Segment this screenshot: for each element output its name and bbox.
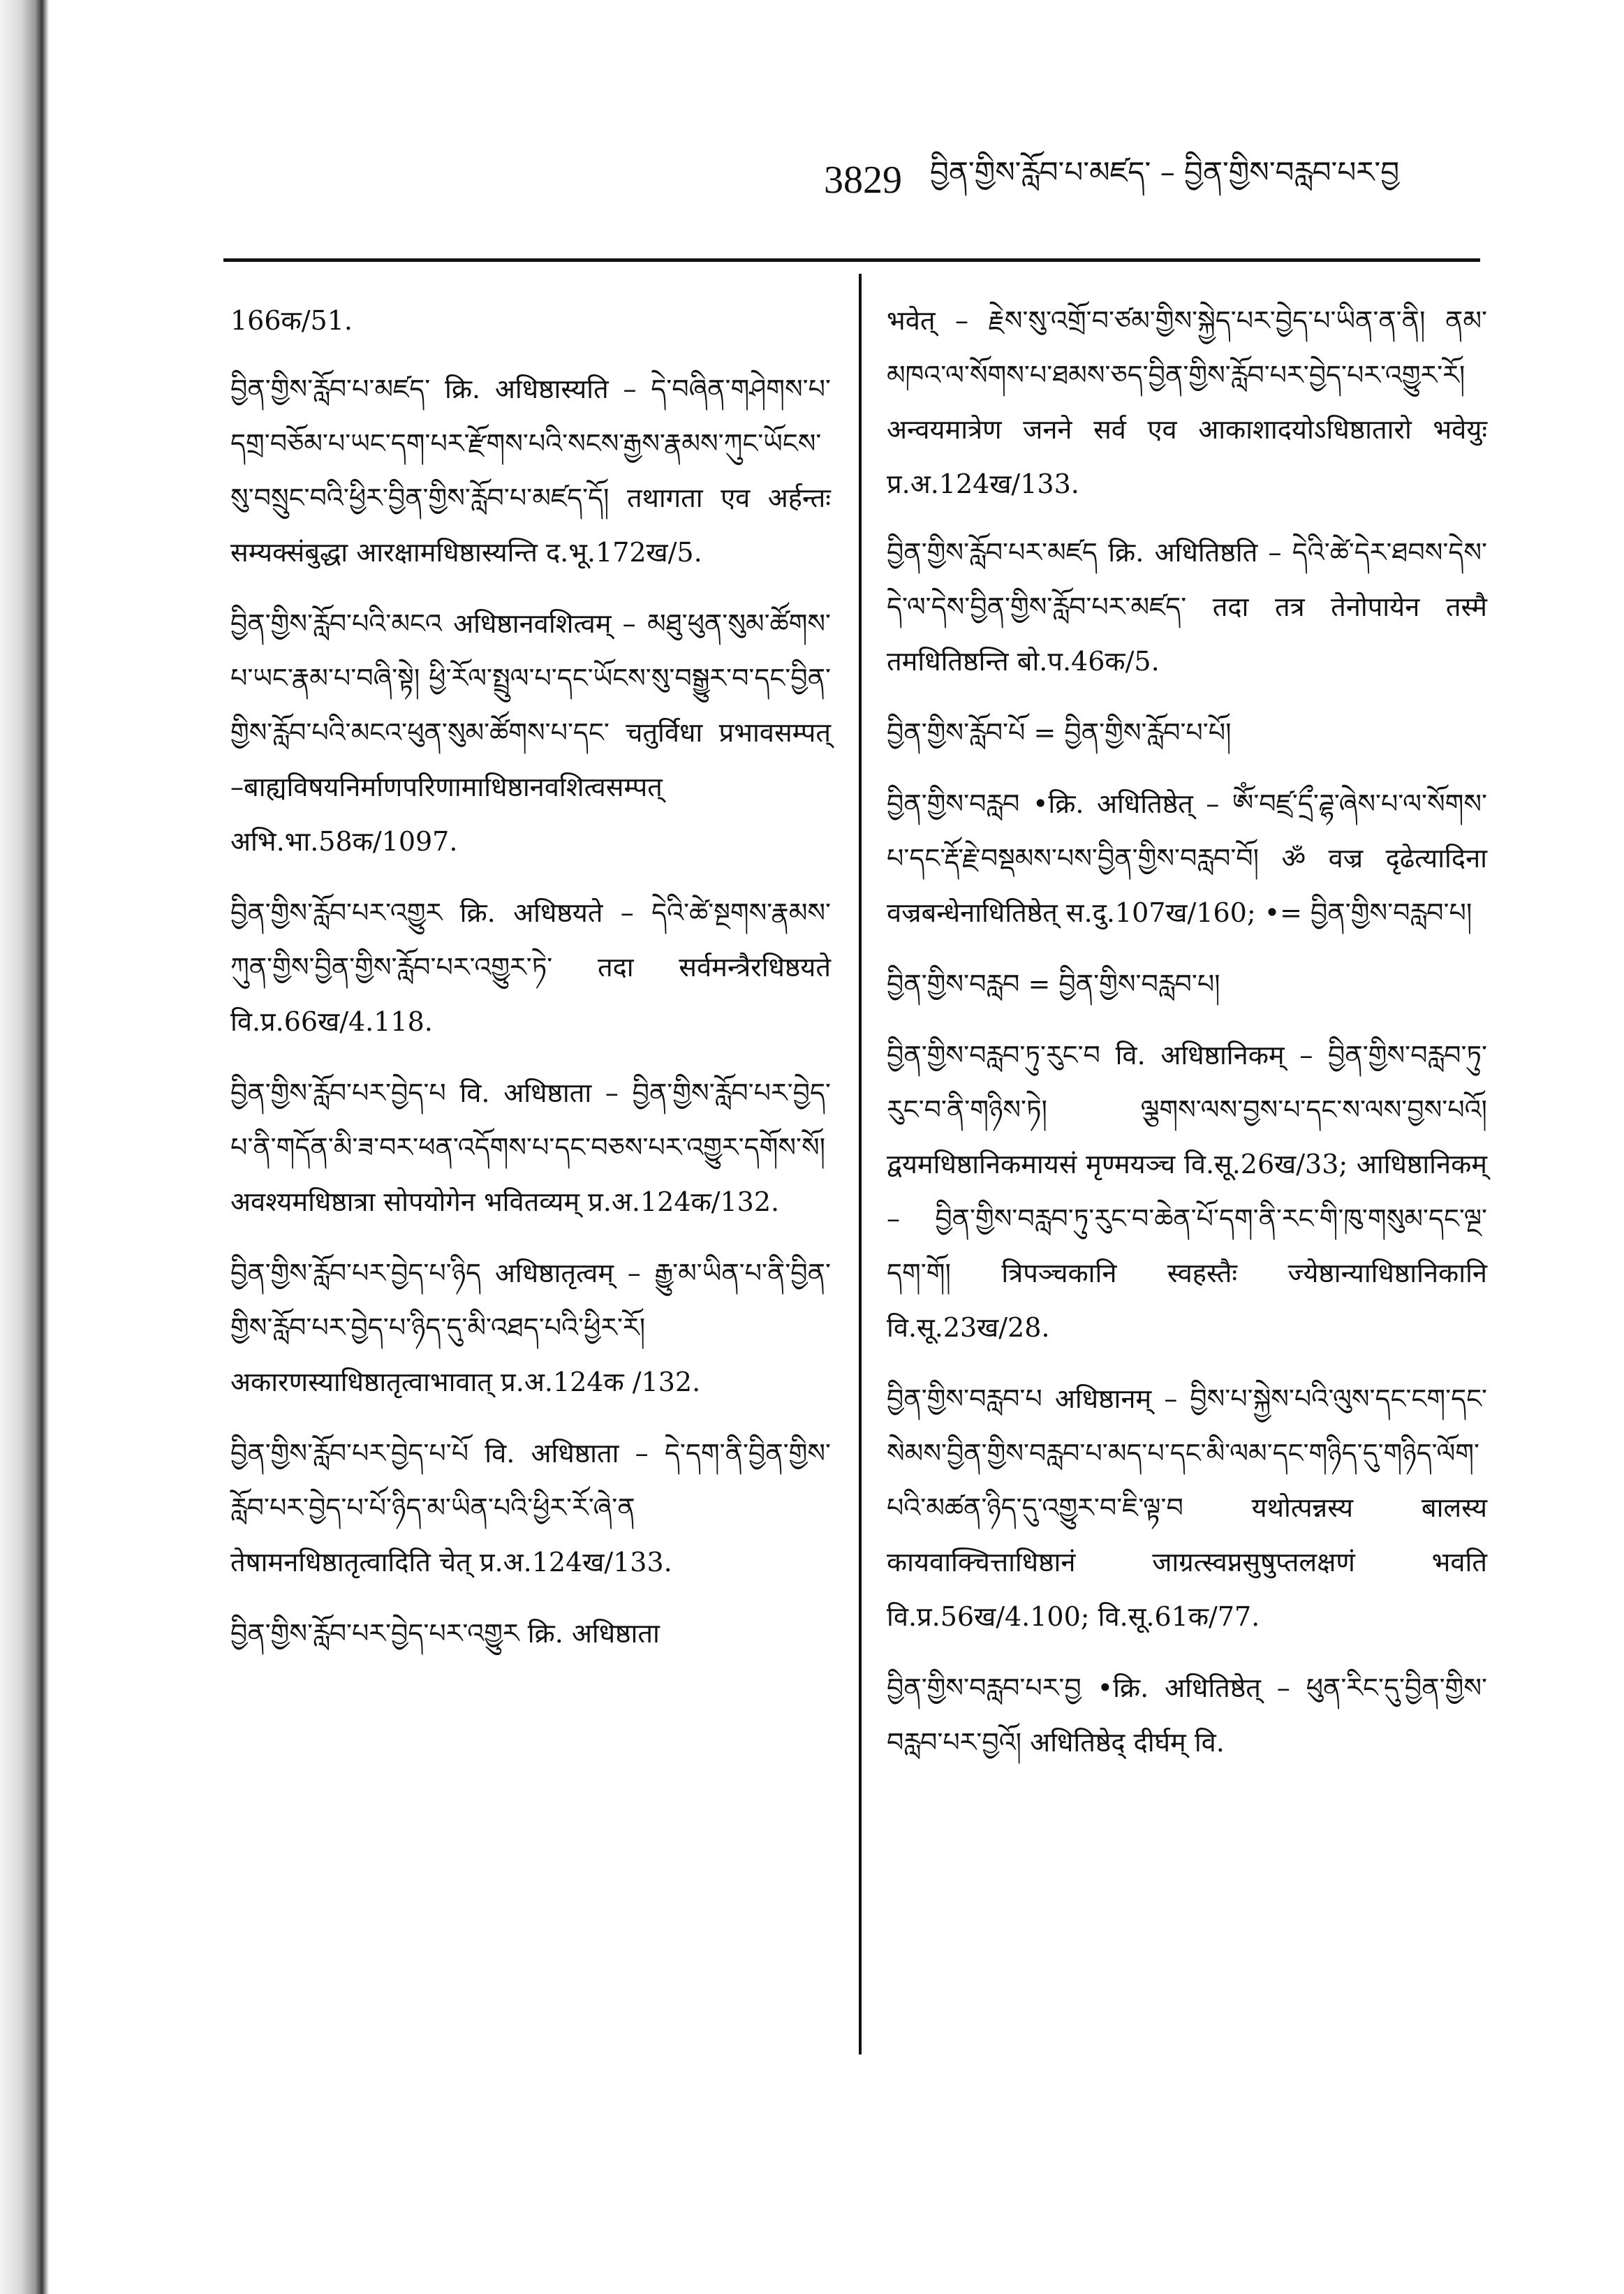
- left-column: [230, 293, 831, 1677]
- dictionary-entry: བྱིན་གྱིས་རློབ་པར་བྱེད་པར་འགྱུར क्रि. अधिष्ठाता: [230, 1618, 660, 1649]
- dictionary-entry: བྱིན་གྱིས་རློབ་པའི་མངའ अधिष्ठानवशित्वम् – མཐུ་ཕུན་སུམ་ཚོགས་པ་ཡང་རྣམ་པ་བཞི་སྟེ། ཕྱི་རོལ་སྤྲུལ་པ་དང་ཡོངས་སུ་བསྒྱུར་བ་དང་བྱིན་གྱིས་རློབ་པའི་མངའ་ཕུན་སུམ་ཚོགས་པ་དང་ चतुर्विधा प्रभावसम्पत् –बाह्यविषयनिर्माणपरिणामाधिष्ठानवशित्वसम्पत् अभि.भा.58क/1097.: [230, 608, 831, 857]
- dictionary-entry: བྱིན་གྱིས་རློབ་པར་བྱེད་པ वि. अधिष्ठाता – བྱིན་གྱིས་རློབ་པར་བྱེད་པ་ནི་གདོན་མི་ཟ་བར་ཕན་འདོགས་པ་དང་བཅས་པར་འགྱུར་དགོས་སོ། अवश्यमधिष्ठात्रा सोपयोगेन भवितव्यम् प्र.अ.124क/132.: [230, 1078, 831, 1217]
- dictionary-entry: བྱིན་གྱིས་རློབ་པར་བྱེད་པ་པོ वि. अधिष्ठाता – དེ་དག་ནི་བྱིན་གྱིས་རློབ་པར་བྱེད་པ་པོ་ཉིད་མ་ཡིན་པའི་ཕྱིར་རོ་ཞེ་ན तेषामनधिष्ठातृत्वादिति चेत् प्र.अ.124ख/133.: [230, 1438, 831, 1578]
- page-header: [824, 152, 1494, 208]
- scan-binding-edge: [0, 0, 49, 2294]
- column-divider: [859, 274, 862, 2054]
- dictionary-entry: བྱིན་གྱིས་རློབ་པར་འགྱུར क्रि. अधिष्ठयते – དེའི་ཚེ་སྔགས་རྣམས་ཀུན་གྱིས་བྱིན་གྱིས་རློབ་པར་འགྱུར་ཏེ་ तदा सर्वमन्त्रैरधिष्ठयते वि.प्र.66ख/4.118.: [230, 897, 831, 1037]
- dictionary-entry: བྱིན་གྱིས་བརླབ་པ अधिष्ठानम् – བྱིས་པ་སྐྱེས་པའི་ལུས་དང་ངག་དང་སེམས་བྱིན་གྱིས་བརླབ་པ་མད་པ་དང་མི་ལམ་དང་གཉིད་དུ་གཉིད་ལོག་པའི་མཚན་ཉིད་དུ་འགྱུར་བ་ཇི་ལྟ་བ यथोत्पन्नस्य बालस्य कायवाक्चित्ताधिष्ठानं जाग्रत्स्वप्नसुषुप्तलक्षणं भवति वि.प्र.56ख/4.100; वि.सू.61क/77.: [887, 1383, 1487, 1632]
- dictionary-entry: བྱིན་གྱིས་རློབ་པོ = བྱིན་གྱིས་རློབ་པ་པོ།: [887, 717, 1232, 748]
- dictionary-entry: བྱིན་གྱིས་བརླབ = བྱིན་གྱིས་བརླབ་པ།: [887, 969, 1220, 999]
- dictionary-entry: भवेत् – རྗེས་སུ་འགྲོ་བ་ཙམ་གྱིས་སྐྱེད་པར་བྱེད་པ་ཡིན་ན་ནི། ནམ་མཁའ་ལ་སོགས་པ་ཐམས་ཅད་བྱིན་གྱིས་རློབ་པར་བྱེད་པར་འགྱུར་རོ། अन्वयमात्रेण जनने सर्व एव आकाशादयोऽधिष्ठातारो भवेयुः प्र.अ.124ख/133.: [887, 305, 1487, 499]
- right-column: [887, 293, 1487, 1786]
- header-rule: [223, 258, 1480, 262]
- page-number: 3829: [824, 159, 902, 202]
- dictionary-entry: བྱིན་གྱིས་བརླབ་པར་བྱ •क्रि. अधितिष्ठेत् – ཕུན་རིང་དུ་བྱིན་གྱིས་བརླབ་པར་བྱའོ། अधितिष्ठेद् दीर्घम् वि.: [887, 1672, 1487, 1758]
- running-head: བྱིན་གྱིས་རློབ་པ་མཛད་ – བྱིན་གྱིས་བརླབ་པར་བྱ: [930, 154, 1400, 189]
- dictionary-entry: བྱིན་གྱིས་རློབ་པ་མཛད་ क्रि. अधिष्ठास्यति – དེ་བཞིན་གཤེགས་པ་དགྲ་བཅོམ་པ་ཡང་དག་པར་རྫོགས་པའི་སངས་རྒྱས་རྣམས་ཀུང་ཡོངས་སུ་བསྲུང་བའི་ཕྱིར་བྱིན་གྱིས་རློབ་པ་མཛད་དོ། तथागता एव अर्हन्तः सम्यक्संबुद्धा आरक्षामधिष्ठास्यन्ति द.भू.172ख/5.: [230, 374, 831, 568]
- dictionary-entry: བྱིན་གྱིས་བརླབ •क्रि. अधितिष्ठेत् – ཨོཾ་བཛྲ་དྲྀ་ཌྷ་ཞེས་པ་ལ་སོགས་པ་དང་རྡོ་རྗེ་བསྡམས་པས་བྱིན་གྱིས་བརླབ་བོ། ॐ वज्र दृढेत्यादिना वज्रबन्धेनाधितिष्ठेत् स.दु.107ख/160; •= བྱིན་གྱིས་བརླབ་པ།: [887, 788, 1487, 928]
- dictionary-entry: བྱིན་གྱིས་རློབ་པར་མཛད क्रि. अधितिष्ठति – དེའི་ཚེ་དེར་ཐབས་དེས་དེ་ལ་དེས་བྱིན་གྱིས་རློབ་པར་མཛད་ तदा तत्र तेनोपायेन तस्मै तमधितिष्ठन्ति बो.प.46क/5.: [887, 537, 1487, 677]
- dictionary-entry: 166क/51.: [230, 305, 353, 336]
- dictionary-entry: བྱིན་གྱིས་བརླབ་ཏུ་རུང་བ वि. अधिष्ठानिकम् – བྱིན་གྱིས་བརླབ་ཏུ་རུང་བ་ནི་གཉིས་ཏེ། ལྕགས་ལས་བྱས་པ་དང་ས་ལས་བྱས་པའོ། द्वयमधिष्ठानिकमायसं मृण्मयञ्च वि.सू.26ख/33; आधिष्ठानिकम् – བྱིན་གྱིས་བརླབ་ཏུ་རུང་བ་ཆེན་པོ་དག་ནི་རང་གི་ཁུ་གསུམ་དང་ལྔ་དག་གོ། त्रिपञ्चकानि स्वहस्तैः ज्येष्ठान्याधिष्ठानिकानि वि.सू.23ख/28.: [887, 1040, 1487, 1343]
- dictionary-entry: བྱིན་གྱིས་རློབ་པར་བྱེད་པ་ཉིད अधिष्ठातृत्वम् – རྒྱུ་མ་ཡིན་པ་ནི་བྱིན་གྱིས་རློབ་པར་བྱེད་པ་ཉིད་དུ་མི་འཐད་པའི་ཕྱིར་རོ། अकारणस्याधिष्ठातृत्वाभावात् प्र.अ.124क /132.: [230, 1258, 831, 1397]
